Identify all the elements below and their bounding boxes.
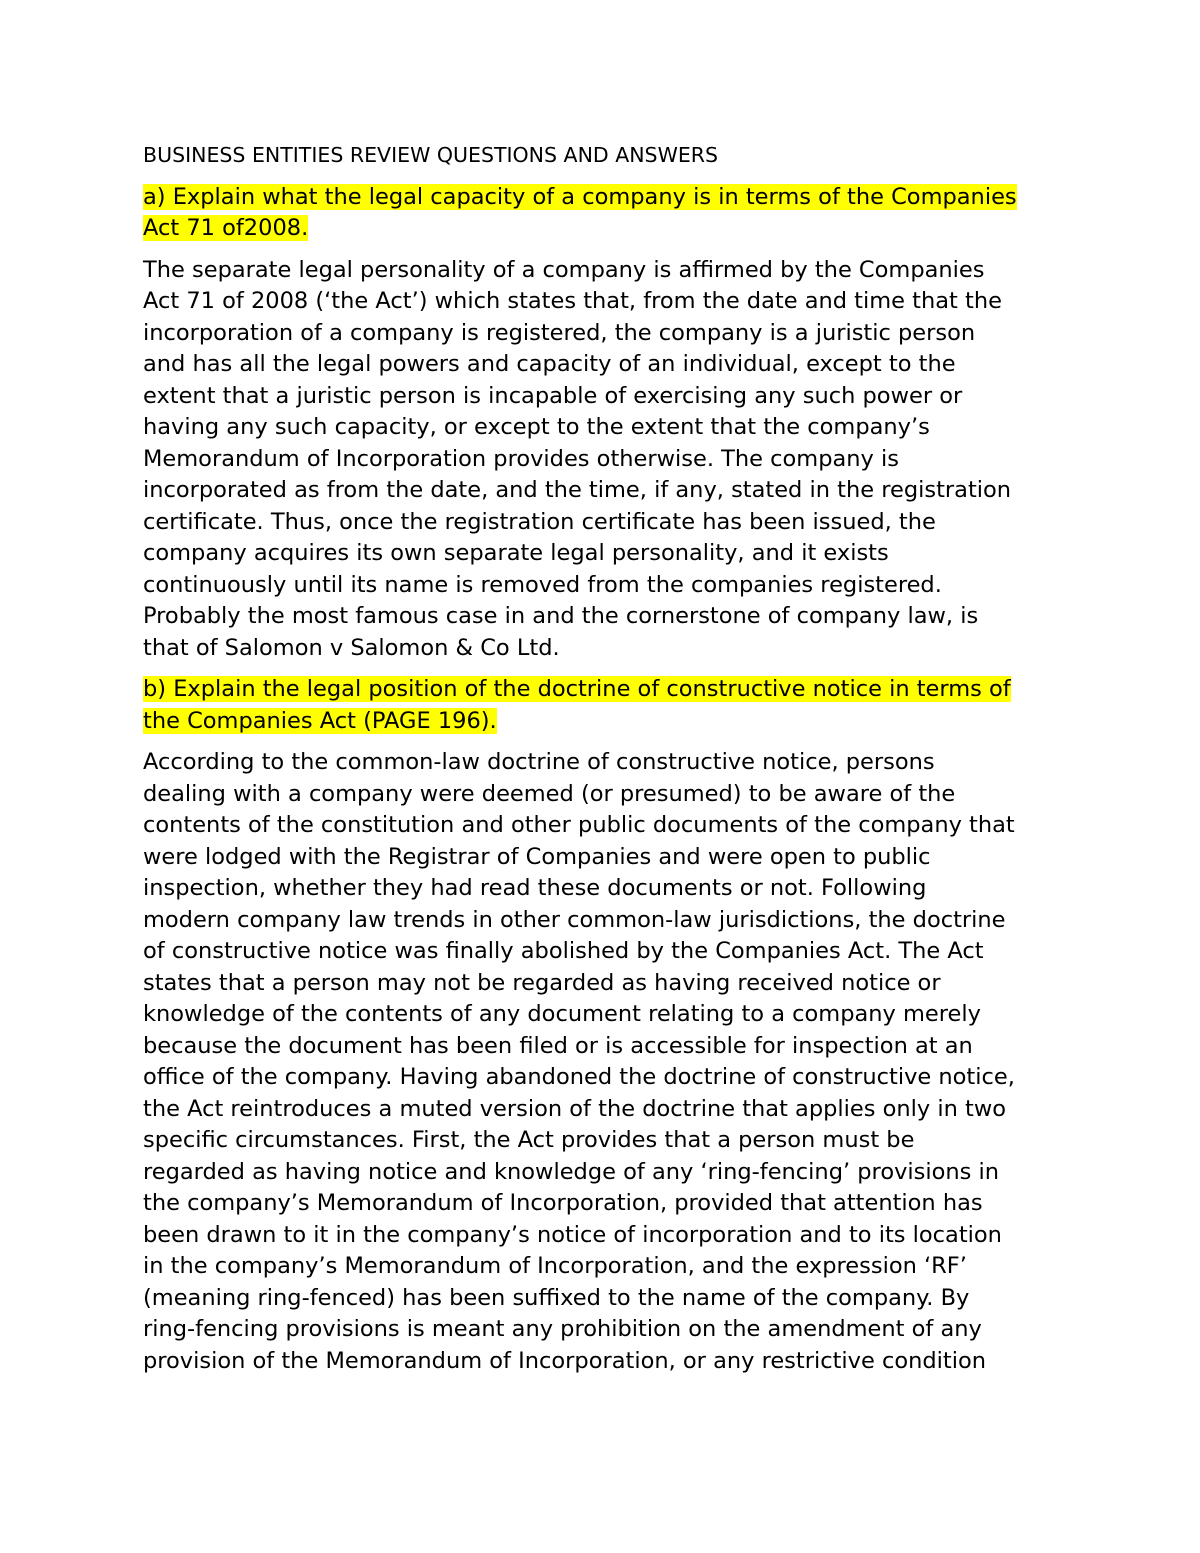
answer-a [143, 255, 1063, 665]
question-b-line-2: the Companies Act (PAGE 196). [143, 707, 497, 734]
answer-b-line: specific circumstances. First, the Act provides that a person must be [143, 1127, 915, 1153]
question-a-line-2: Act 71 of2008. [143, 215, 309, 241]
answer-b-line: were lodged with the Registrar of Companies and were open to public [143, 843, 931, 870]
answer-a-line: extent that a juristic person is incapable of exercising any such power or [143, 382, 963, 409]
answer-b-line: (meaning ring-fenced) has been suffixed to the name of the company. By [143, 1284, 970, 1311]
answer-b-line: office of the company. Having abandoned the doctrine of constructive notice, [143, 1064, 1015, 1090]
document-title: BUSINESS ENTITIES REVIEW QUESTIONS AND ANSWERS [143, 143, 719, 167]
question-b-line-1: b) Explain the legal position of the doctrine of constructive notice in terms of [143, 676, 1011, 702]
answer-b-line: dealing with a company were deemed (or presumed) to be aware of the [143, 780, 956, 807]
answer-b-line: in the company’s Memorandum of Incorporation, and the expression ‘RF’ [143, 1253, 967, 1279]
answer-b-line: because the document has been filed or is accessible for inspection at an [143, 1032, 973, 1059]
answer-b-line: modern company law trends in other common-law jurisdictions, the doctrine [143, 906, 1006, 933]
answer-b-line: states that a person may not be regarded as having received notice or [143, 969, 941, 996]
answer-b-line: According to the common-law doctrine of constructive notice, persons [143, 749, 935, 775]
answer-a-line: incorporated as from the date, and the time, if any, stated in the registration [143, 477, 1012, 503]
answer-b-line: the company’s Memorandum of Incorporation, provided that attention has [143, 1190, 983, 1216]
question-a-line-1: a) Explain what the legal capacity of a company is in terms of the Companies [143, 183, 1017, 210]
answer-a-line: and has all the legal powers and capacity of an individual, except to the [143, 351, 956, 377]
question-b [143, 674, 1063, 737]
question-a [143, 182, 1063, 245]
answer-a-line: Act 71 of 2008 (‘the Act’) which states that, from the date and time that the [143, 288, 1002, 314]
answer-a-line: company acquires its own separate legal personality, and it exists [143, 540, 889, 566]
answer-b-line: provision of the Memorandum of Incorporation, or any restrictive condition [143, 1347, 987, 1374]
answer-b-line: the Act reintroduces a muted version of the doctrine that applies only in two [143, 1095, 1007, 1122]
answer-a-line: incorporation of a company is registered, the company is a juristic person [143, 319, 976, 346]
answer-a-line: Probably the most famous case in and the cornerstone of company law, is [143, 603, 979, 629]
answer-b-line: regarded as having notice and knowledge of any ‘ring-fencing’ provisions in [143, 1158, 1000, 1185]
answer-b-line: of constructive notice was finally abolished by the Companies Act. The Act [143, 938, 984, 964]
answer-b-line: ring-fencing provisions is meant any prohibition on the amendment of any [143, 1316, 982, 1342]
answer-b [143, 747, 1063, 1377]
answer-b-line: contents of the constitution and other public documents of the company that [143, 812, 1015, 838]
answer-b-line: inspection, whether they had read these documents or not. Following [143, 875, 927, 901]
answer-a-line: certificate. Thus, once the registration certificate has been issued, the [143, 508, 936, 535]
answer-a-line: continuously until its name is removed from the companies registered. [143, 571, 942, 598]
answer-b-line: been drawn to it in the company’s notice of incorporation and to its location [143, 1221, 1002, 1248]
answer-b-line: knowledge of the contents of any document relating to a company merely [143, 1001, 981, 1027]
answer-a-line: having any such capacity, or except to the extent that the company’s [143, 414, 930, 440]
answer-a-line: that of Salomon v Salomon & Co Ltd. [143, 634, 560, 661]
document-body [143, 140, 1063, 1387]
answer-a-line: The separate legal personality of a company is affirmed by the Companies [143, 256, 985, 283]
answer-a-line: Memorandum of Incorporation provides otherwise. The company is [143, 445, 899, 472]
